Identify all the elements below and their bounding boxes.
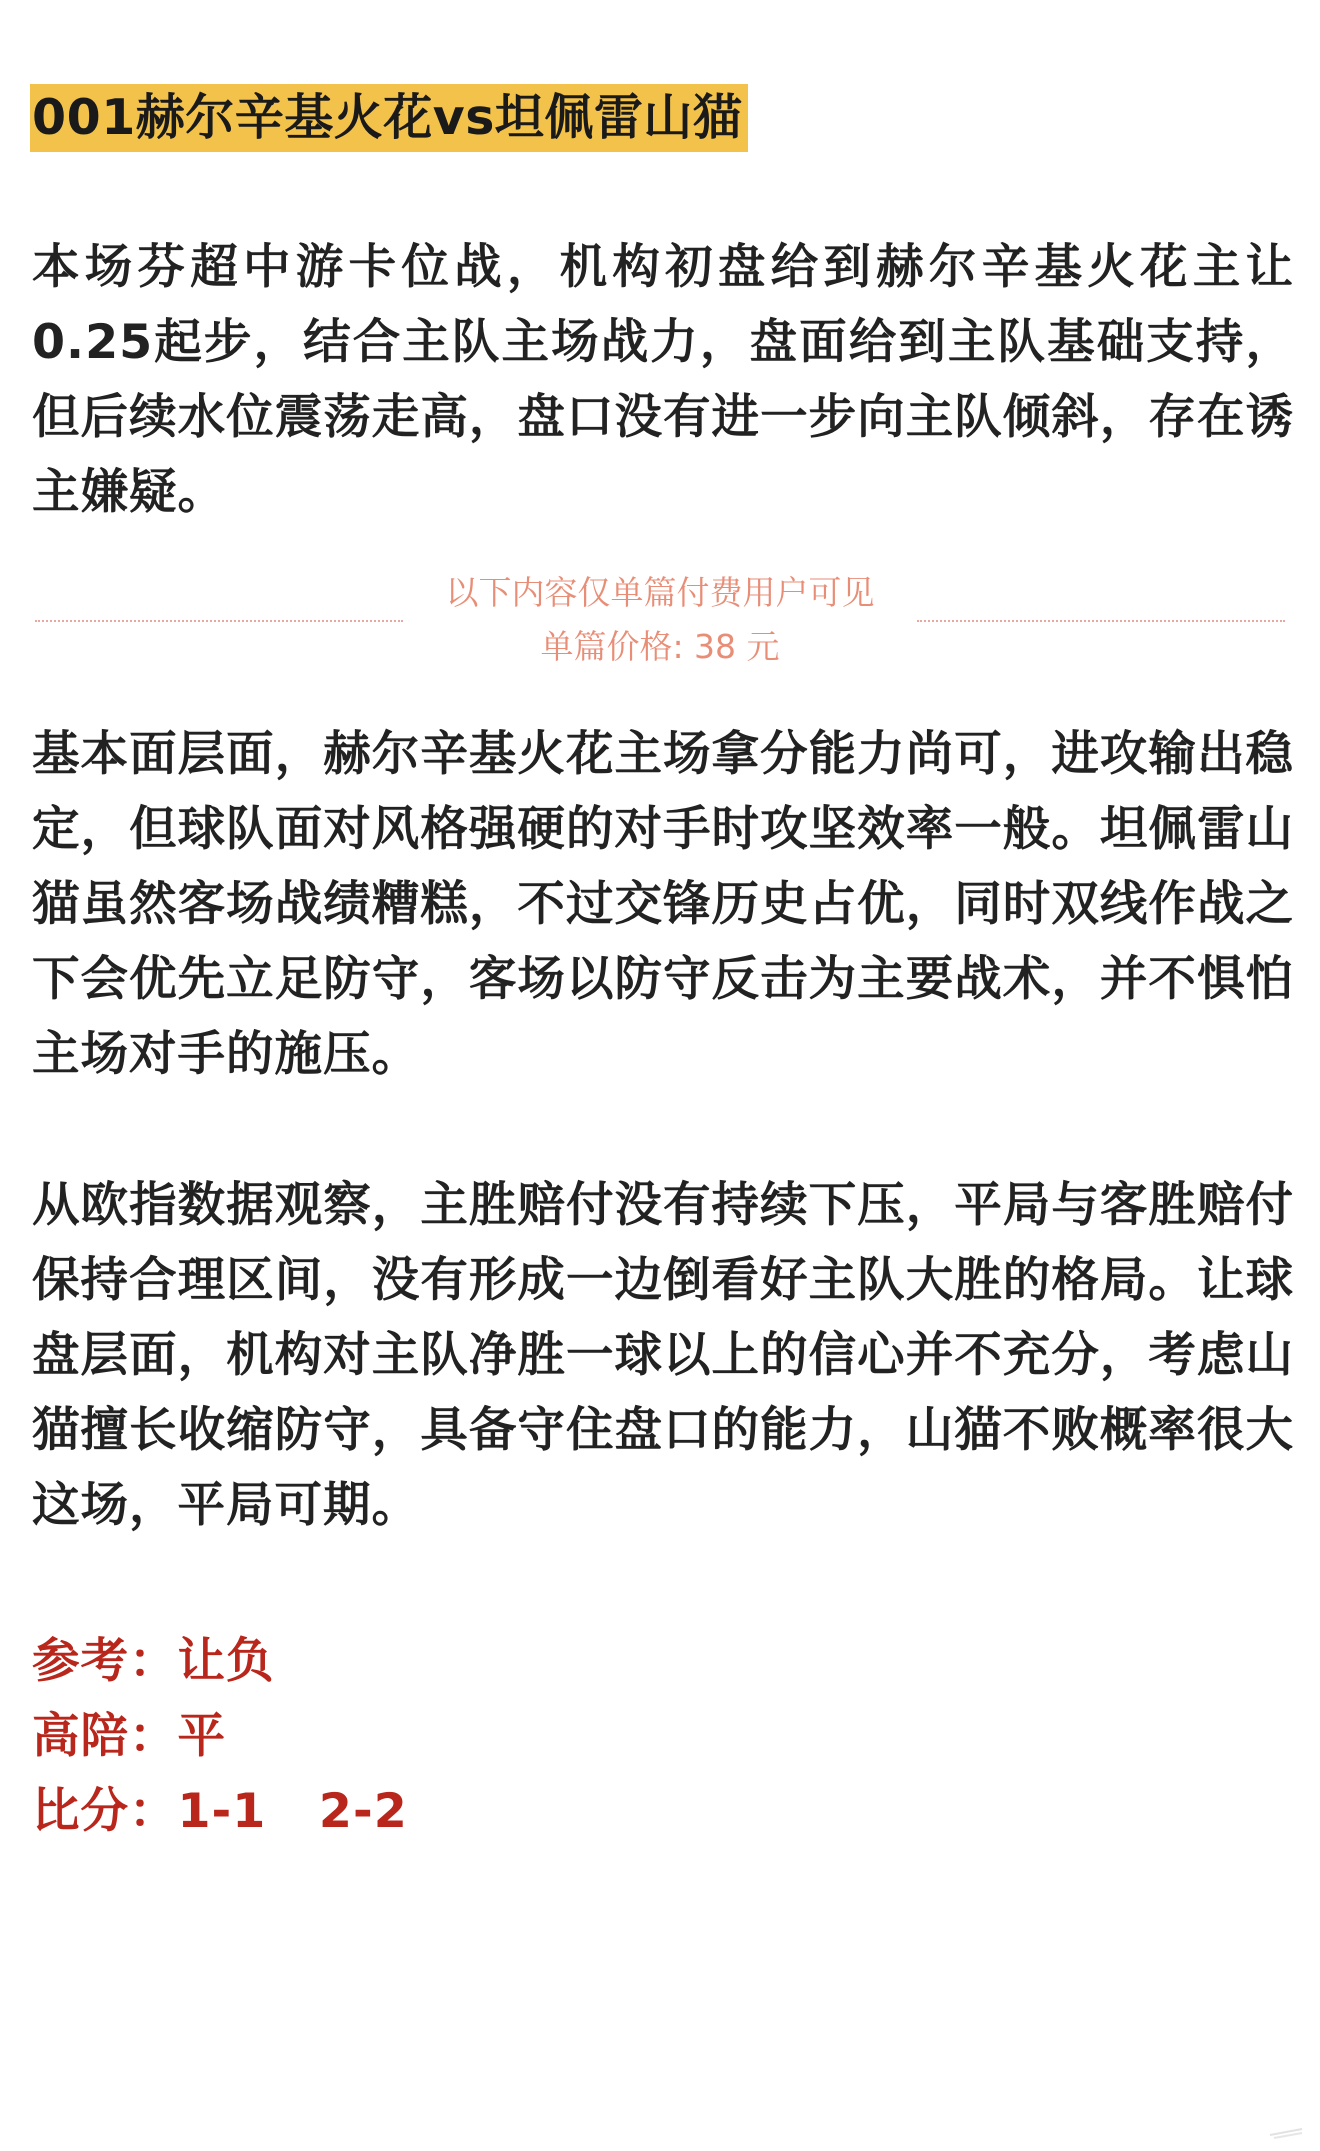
paragraph-fundamentals: 基本面层面，赫尔辛基火花主场拿分能力尚可，进攻输出稳定，但球队面对风格强硬的对手时攻坚效率一般。坦佩雷山猫虽然客场战绩糟糕，不过交锋历史占优，同时双线作战之下会优先立足防守，客场以防守反击为主要战术，并不惧怕主场对手的施压。 [32,727,1294,1082]
paywall-notice: 以下内容仅单篇付费用户可见 [445,573,875,612]
paywall-price: 单篇价格: 38 元 [540,627,780,666]
score-pick: 比分：1-1 2-2 [32,1784,408,1839]
paywall-line-left [35,620,403,622]
paywall-line-right [917,620,1285,622]
paragraph-intro: 本场芬超中游卡位战，机构初盘给到赫尔辛基火花主让0.25起步，结合主队主场战力，盘面给到主队基础支持，但后续水位震荡走高，盘口没有进一步向主队倾斜，存在诱主嫌疑。 [32,240,1294,520]
article-title: 001赫尔辛基火花vs坦佩雷山猫 [30,84,748,152]
high-odds-pick: 高陪：平 [32,1709,226,1764]
title-block [30,84,748,152]
reference-pick: 参考：让负 [32,1634,275,1689]
corner-watermark-icon [1266,2123,1306,2141]
paragraph-odds-analysis: 从欧指数据观察，主胜赔付没有持续下压，平局与客胜赔付保持合理区间，没有形成一边倒看好主队大胜的格局。让球盘层面，机构对主队净胜一球以上的信心并不充分，考虑山猫擅长收缩防守，具备守住盘口的能力，山猫不败概率很大这场，平局可期。 [32,1178,1294,1533]
paywall-divider [35,566,1285,674]
